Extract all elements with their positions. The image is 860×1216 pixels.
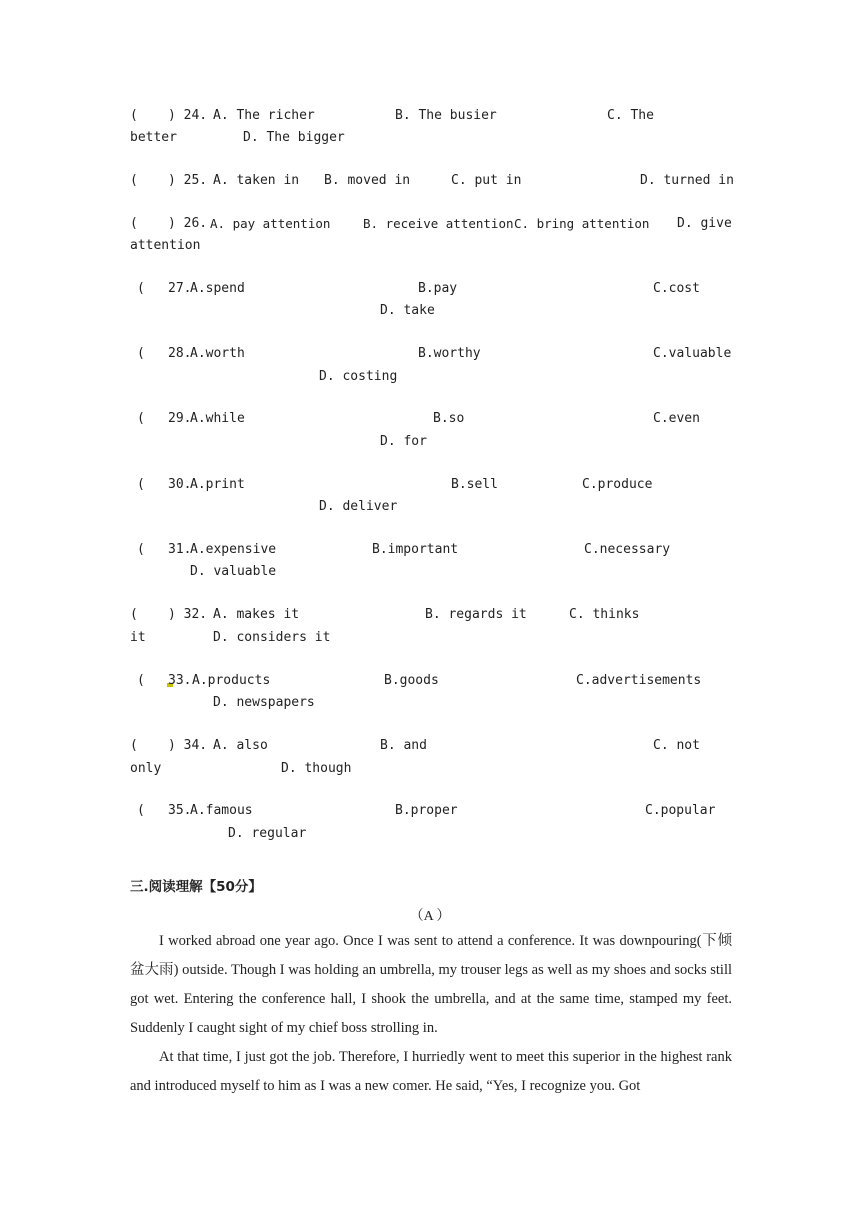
option-c: C.even — [653, 411, 700, 426]
option-c: C.valuable — [653, 346, 732, 361]
passage-paragraph: I worked abroad one year ago. Once I was sent to attend a conference. It was downpouring(下倾盆大雨) outside. Though I was holding an umbrella, my trouser legs as well as my shoes and socks still got wet. Entering the conference hall, I shook the umbrella, and at the same time, stamped my feet. Suddenly I caught sight of my chief boss strolling in. — [130, 933, 732, 1036]
answer-paren: ( — [130, 607, 138, 622]
option-d: D. considers it — [213, 630, 331, 645]
option-c: C. The — [607, 108, 654, 123]
option-d: D. regular — [228, 826, 307, 841]
question-number: 35. — [168, 803, 192, 818]
question-number: 30. — [168, 477, 192, 492]
option-b: B.pay — [418, 281, 458, 296]
answer-paren: ( — [137, 803, 145, 818]
option-c-continued: better — [130, 130, 177, 145]
option-b: B. The busier — [395, 108, 497, 123]
option-b: B.worthy — [418, 346, 481, 361]
answer-paren: ( — [137, 673, 145, 688]
question-number: 29. — [168, 411, 192, 426]
option-d: D. give — [677, 216, 732, 231]
answer-paren: ( — [137, 542, 145, 557]
passage-label: （A ） — [409, 909, 451, 924]
question-number: 31. — [168, 542, 192, 557]
option-d: D. though — [281, 761, 352, 776]
option-d: D. turned in — [640, 173, 734, 188]
section-heading: 三.阅读理解【50分】 — [130, 879, 262, 895]
answer-paren: ( — [137, 411, 145, 426]
answer-paren: ( — [130, 738, 138, 753]
option-b: B. receive attention — [363, 216, 514, 231]
option-b: B. and — [380, 738, 427, 753]
option-b: B. moved in — [324, 173, 411, 188]
option-c: C. bring attention — [514, 216, 650, 231]
option-c-continued: it — [130, 630, 146, 645]
option-b: B. regards it — [425, 607, 527, 622]
option-d-continued: attention — [130, 238, 201, 253]
option-a: A.famous — [190, 803, 253, 818]
option-c-continued: only — [130, 761, 162, 776]
option-c: C.advertisements — [576, 673, 702, 688]
option-c: C.cost — [653, 281, 700, 296]
question-number: 27. — [168, 281, 192, 296]
option-a: A.print — [190, 477, 245, 492]
option-a: A. makes it — [213, 607, 300, 622]
answer-paren: ( — [130, 216, 138, 231]
option-d: D. The bigger — [243, 130, 345, 145]
option-d: D. costing — [319, 369, 398, 384]
option-d: D. take — [380, 303, 435, 318]
option-c: C.popular — [645, 803, 716, 818]
option-b: B.sell — [451, 477, 498, 492]
question-number: ) 24. — [168, 108, 208, 123]
question-number: ) 26. — [168, 216, 208, 231]
option-b: B.so — [433, 411, 465, 426]
option-a: A.while — [190, 411, 245, 426]
option-b: B.goods — [384, 673, 439, 688]
option-d: D. newspapers — [213, 695, 315, 710]
option-a: A. pay attention — [210, 216, 331, 231]
option-c: C. thinks — [569, 607, 640, 622]
passage-paragraph: At that time, I just got the job. Therefore, I hurriedly went to meet this superior in the highest rank and introduced myself to him as I was a new comer. He said, “Yes, I recognize you. Got — [130, 1049, 732, 1094]
option-a: A.spend — [190, 281, 245, 296]
option-b: B.important — [372, 542, 459, 557]
question-number: 33. — [168, 673, 192, 688]
option-c: C. put in — [451, 173, 522, 188]
answer-paren: ( — [137, 477, 145, 492]
option-a: A. also — [213, 738, 268, 753]
question-number: ) 34. — [168, 738, 208, 753]
question-number: ) 32. — [168, 607, 208, 622]
answer-paren: ( — [130, 108, 138, 123]
option-c: C. not — [653, 738, 700, 753]
answer-paren: ( — [137, 281, 145, 296]
answer-paren: ( — [137, 346, 145, 361]
option-c: C.produce — [582, 477, 653, 492]
option-a: A.worth — [190, 346, 245, 361]
option-a: A. The richer — [213, 108, 315, 123]
answer-paren: ( — [130, 173, 138, 188]
option-c: C.necessary — [584, 542, 671, 557]
option-a: A.products — [192, 673, 271, 688]
option-d: D. valuable — [190, 564, 277, 579]
question-number: 28. — [168, 346, 192, 361]
option-a: A.expensive — [190, 542, 277, 557]
question-number: ) 25. — [168, 173, 208, 188]
option-b: B.proper — [395, 803, 458, 818]
option-d: D. deliver — [319, 499, 398, 514]
option-d: D. for — [380, 434, 427, 449]
option-a: A. taken in — [213, 173, 300, 188]
